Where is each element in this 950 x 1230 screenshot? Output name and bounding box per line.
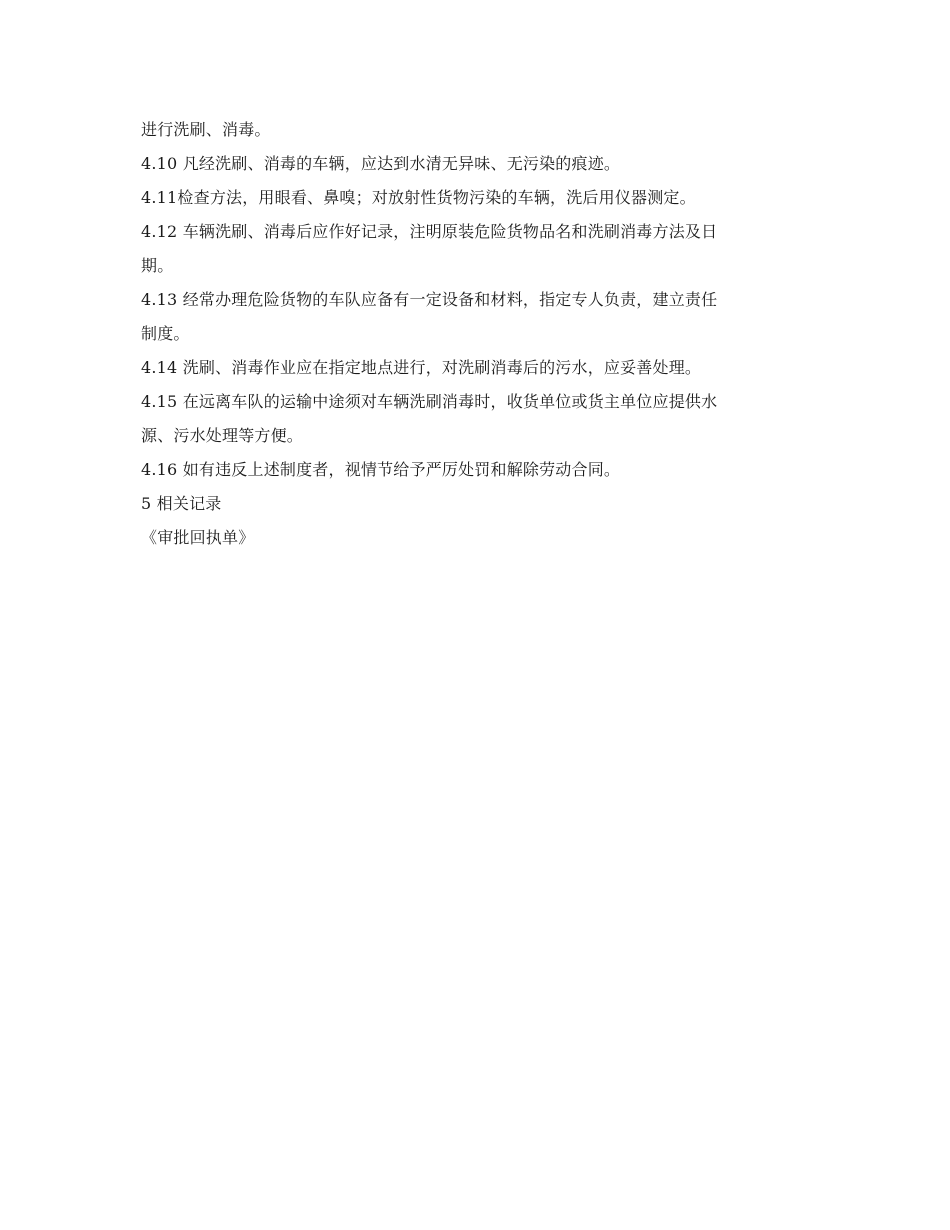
clause-4-12: 4.12 车辆洗刷、消毒后应作好记录，注明原装危险货物品名和洗刷消毒方法及日: [141, 222, 718, 241]
related-record-item: 《审批回执单》: [141, 528, 255, 547]
clause-4-15-continuation: 源、污水处理等方便。: [141, 426, 304, 445]
clause-4-10: 4.10 凡经洗刷、消毒的车辆，应达到水清无异味、无污染的痕迹。: [141, 154, 621, 173]
clause-4-14: 4.14 洗刷、消毒作业应在指定地点进行，对洗刷消毒后的污水，应妥善处理。: [141, 358, 702, 377]
clause-4-11: 4.11检查方法，用眼看、鼻嗅；对放射性货物污染的车辆，洗后用仪器测定。: [141, 188, 696, 207]
section-5-heading: 5 相关记录: [141, 494, 222, 513]
paragraph-continuation: 进行洗刷、消毒。: [141, 120, 271, 139]
clause-4-12-continuation: 期。: [141, 256, 174, 275]
clause-4-13: 4.13 经常办理危险货物的车队应备有一定设备和材料，指定专人负责，建立责任: [141, 290, 718, 309]
clause-4-13-continuation: 制度。: [141, 324, 190, 343]
clause-4-15: 4.15 在远离车队的运输中途须对车辆洗刷消毒时，收货单位或货主单位应提供水: [141, 392, 718, 411]
document-body: [141, 113, 811, 555]
clause-4-16: 4.16 如有违反上述制度者，视情节给予严厉处罚和解除劳动合同。: [141, 460, 621, 479]
